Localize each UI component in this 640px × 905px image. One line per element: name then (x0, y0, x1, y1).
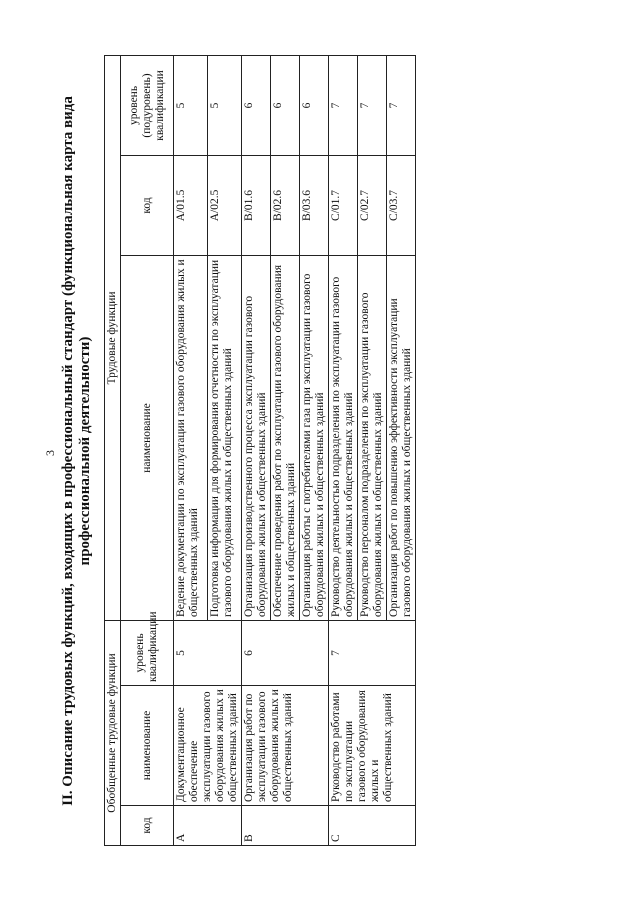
col-code: код (121, 806, 174, 846)
function-name: Ведение документации по эксплуатации газового оборудования жилых и общественных зданий (174, 255, 208, 620)
group-level: 7 (329, 620, 416, 685)
function-level: 6 (242, 55, 271, 155)
header-labor: Трудовые функции (105, 55, 121, 620)
function-code: A/02.5 (208, 155, 242, 255)
table-row (174, 55, 208, 845)
function-level: 6 (271, 55, 300, 155)
group-level: 5 (174, 620, 242, 685)
col-name: наименование (121, 686, 174, 806)
functions-table (104, 55, 416, 846)
rotated-content (60, 56, 580, 846)
section-heading (60, 56, 94, 846)
function-level: 6 (300, 55, 329, 155)
function-code: C/01.7 (329, 155, 358, 255)
function-level: 5 (208, 55, 242, 155)
col-tf-level: уровень (подуровень) квалификации (121, 55, 174, 155)
page-number: 3 (43, 450, 57, 456)
group-code: B (242, 806, 329, 846)
function-name: Организация работы с потребителями газа при эксплуатации газового оборудования жилых и общественных зданий (300, 255, 329, 620)
col-tf-name: наименование (121, 255, 174, 620)
function-level: 7 (329, 55, 358, 155)
function-code: B/02.6 (271, 155, 300, 255)
function-name: Организация производственного процесса эксплуатации газового оборудования жилых и общественных зданий (242, 255, 271, 620)
col-level: уровень квалификации (121, 620, 174, 685)
function-name: Руководство деятельностью подразделения по эксплуатации газового оборудования жилых и общественных зданий (329, 255, 358, 620)
table-row (242, 55, 271, 845)
group-level: 6 (242, 620, 329, 685)
group-name: Организация работ по эксплуатации газового оборудования жилых и общественных зданий (242, 686, 329, 806)
heading-line-2: профессиональной деятельности) (77, 336, 93, 566)
function-name: Руководство персоналом подразделения по эксплуатации газового оборудования жилых и общественных зданий (358, 255, 387, 620)
group-code: A (174, 806, 242, 846)
function-name: Обеспечение проведения работ по эксплуатации газового оборудования жилых и общественных зданий (271, 255, 300, 620)
function-level: 7 (358, 55, 387, 155)
function-code: C/02.7 (358, 155, 387, 255)
col-tf-code: код (121, 155, 174, 255)
header-generalized: Обобщенные трудовые функции (105, 620, 121, 845)
heading-line-1: II. Описание трудовых функций, входящих в профессиональный стандарт (функциональная карта вида (60, 96, 76, 806)
function-code: B/01.6 (242, 155, 271, 255)
group-name: Руководство работами по эксплуатации газового оборудования жилых и общественных зданий (329, 686, 416, 806)
group-name: Документационное обеспечение эксплуатации газового оборудования жилых и общественных зданий (174, 686, 242, 806)
function-code: A/01.5 (174, 155, 208, 255)
function-level: 7 (387, 55, 416, 155)
function-code: B/03.6 (300, 155, 329, 255)
function-code: C/03.7 (387, 155, 416, 255)
function-name: Подготовка информации для формирования отчетности по эксплуатации газового оборудования жилых и общественных зданий (208, 255, 242, 620)
function-name: Организация работ по повышению эффективности эксплуатации газового оборудования жилых и общественных зданий (387, 255, 416, 620)
group-code: C (329, 806, 416, 846)
function-level: 5 (174, 55, 208, 155)
table-row (329, 55, 358, 845)
